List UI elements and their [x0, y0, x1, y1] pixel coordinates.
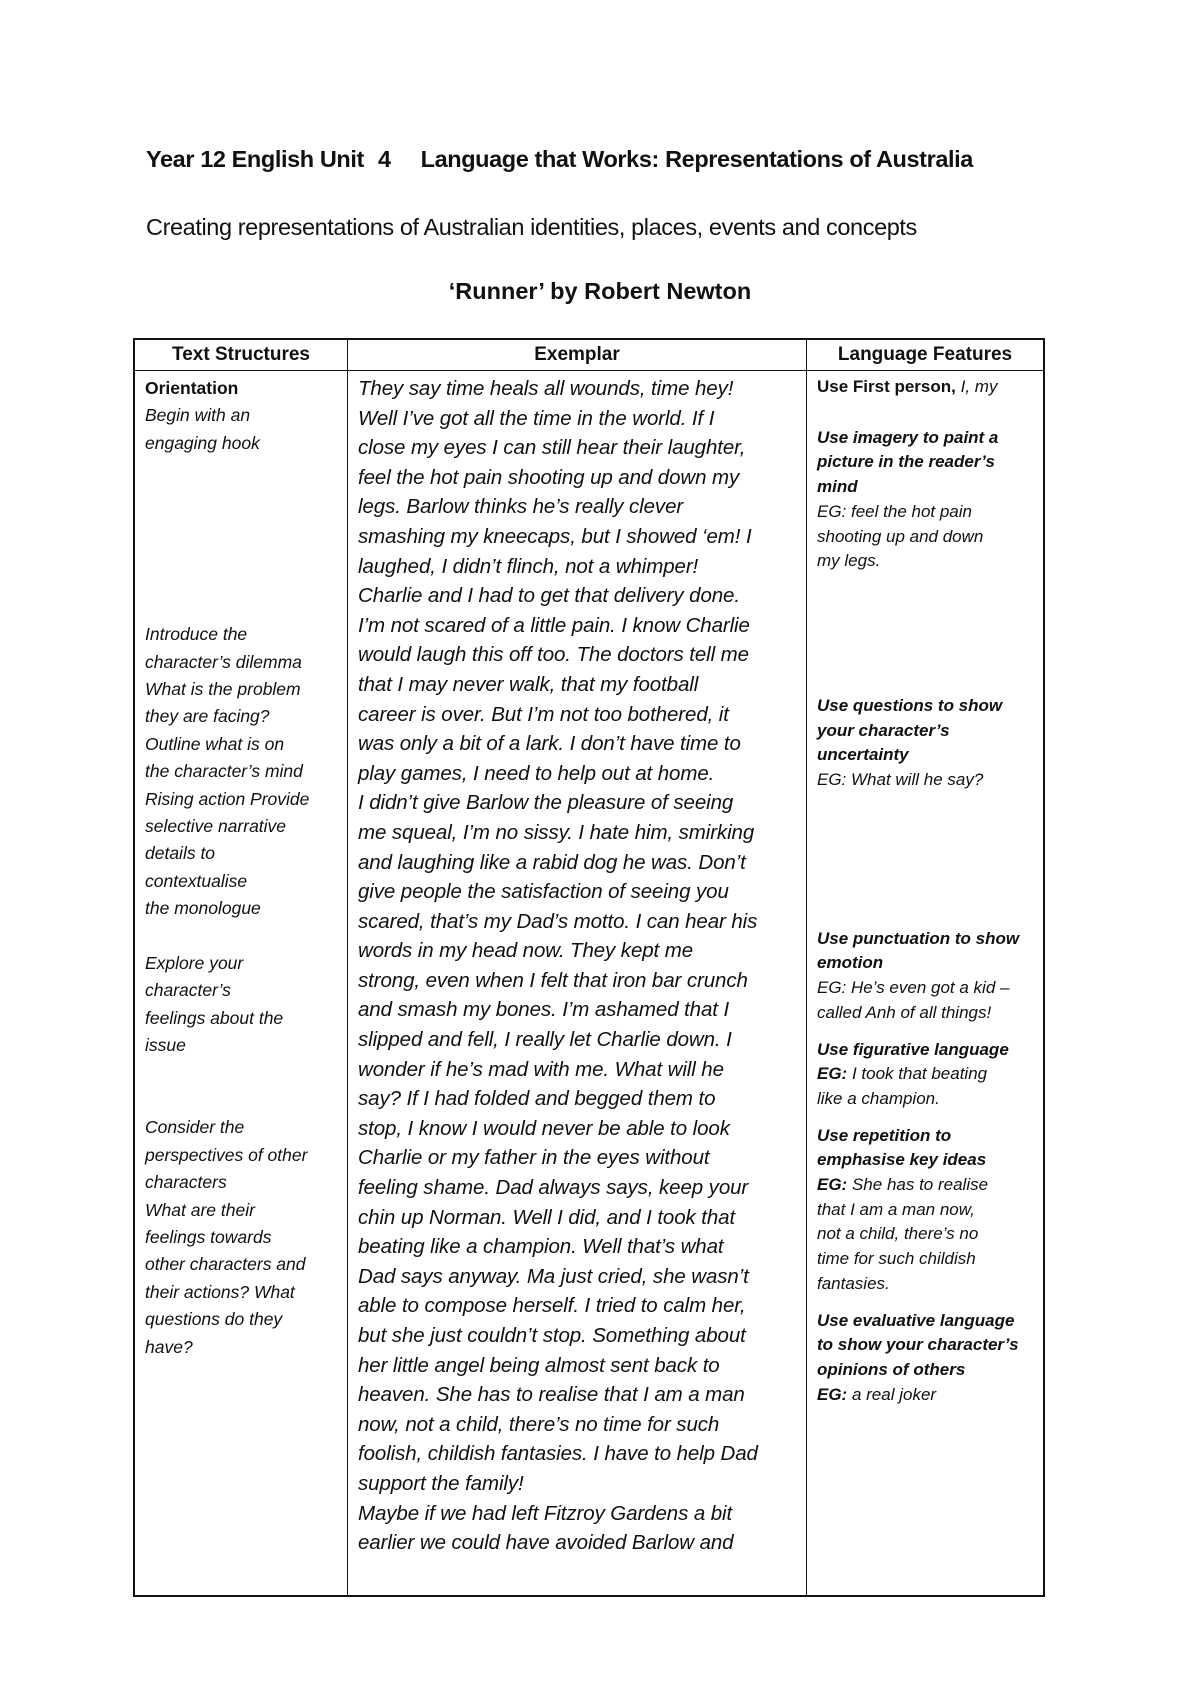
- feature-example: not a child, there’s no: [817, 1224, 979, 1244]
- feature-example: fantasies.: [817, 1273, 890, 1293]
- feature-label: to show your character’s: [817, 1335, 1019, 1355]
- structure-line: selective narrative: [145, 816, 287, 837]
- monologue-table: [133, 338, 1045, 1597]
- structure-line: What are their: [145, 1199, 255, 1220]
- title-unit-number: 4: [377, 146, 391, 172]
- exemplar-line: able to compose herself. I tried to calm her,: [358, 1294, 746, 1318]
- structure-line: issue: [145, 1034, 186, 1055]
- exemplar-line: me squeal, I’m no sissy. I hate him, smirking: [358, 820, 755, 844]
- feature-label: Use figurative language: [817, 1039, 1009, 1059]
- exemplar-line: Maybe if we had left Fitzroy Gardens a bit: [358, 1501, 733, 1525]
- exemplar-line: but she just couldn’t stop. Something about: [358, 1324, 746, 1347]
- exemplar-line: now, not a child, there’s no time for such: [358, 1412, 720, 1436]
- feature-label: picture in the reader’s: [817, 452, 995, 472]
- feature-example: a real joker: [851, 1384, 937, 1404]
- feature-example: She has to realise: [851, 1175, 989, 1195]
- feature-label: mind: [817, 477, 858, 497]
- structure-line: feelings towards: [145, 1226, 272, 1247]
- structure-line: Rising action Provide: [145, 788, 310, 809]
- feature-example: shooting up and down: [817, 526, 984, 546]
- exemplar-line: beating like a champion. Well that’s what: [358, 1235, 724, 1259]
- feature-label: Use evaluative language: [817, 1310, 1015, 1330]
- exemplar-line: Dad says anyway. Ma just cried, she wasn’t: [358, 1264, 749, 1288]
- exemplar-line: feeling shame. Dad always says, keep your: [358, 1176, 749, 1200]
- document-title: [146, 146, 973, 173]
- language-features-cell: [807, 371, 1045, 1597]
- exemplar-line: career is over. But I’m not too bothered, it: [358, 702, 729, 726]
- exemplar-line: was only a bit of a lark. I don’t have time to: [358, 732, 741, 756]
- feature-label: emotion: [817, 953, 884, 973]
- structure-line: engaging hook: [145, 432, 260, 453]
- structure-line: contextualise: [145, 870, 248, 891]
- structure-line: Explore your: [145, 952, 244, 973]
- feature-label: your character’s: [817, 720, 950, 740]
- feature-example: called Anh of all things!: [817, 1002, 992, 1022]
- feature-label: Use repetition to: [817, 1125, 952, 1145]
- exemplar-line: I didn’t give Barlow the pleasure of seeing: [358, 791, 734, 815]
- feature-example: like a champion.: [817, 1088, 940, 1108]
- title-unit: Year 12 English Unit: [146, 146, 364, 172]
- exemplar-line: smashing my kneecaps, but I showed ‘em! I: [358, 524, 752, 548]
- exemplar-line: heaven. She has to realise that I am a man: [358, 1383, 745, 1407]
- exemplar-line: that I may never walk, that my football: [358, 672, 699, 696]
- structure-line: have?: [145, 1336, 193, 1357]
- structure-line: feelings about the: [145, 1007, 284, 1028]
- feature-label: emphasise key ideas: [817, 1150, 987, 1170]
- feature-label: Use imagery to paint a: [817, 427, 999, 447]
- structure-line: character’s: [145, 980, 231, 1001]
- feature-label: Use questions to show: [817, 695, 1003, 715]
- exemplar-line: They say time heals all wounds, time hey!: [358, 377, 734, 400]
- feature-label: Use First person,: [817, 377, 956, 396]
- orientation-heading: Orientation: [145, 378, 239, 398]
- structure-line: Consider the: [145, 1117, 245, 1138]
- exemplar-line: feel the hot pain shooting up and down my: [358, 465, 740, 489]
- structure-line: the monologue: [145, 898, 261, 919]
- first-person-feature: [817, 375, 1037, 400]
- exemplar-line: Well I’ve got all the time in the world. If I: [358, 406, 715, 430]
- structure-line: perspectives of other: [145, 1144, 308, 1165]
- header-exemplar: Exemplar: [348, 339, 807, 371]
- structure-line: other characters and: [145, 1254, 306, 1275]
- structure-line: Introduce the: [145, 624, 248, 645]
- exemplar-line: laughed, I didn’t flinch, not a whimper!: [358, 554, 699, 578]
- exemplar-line: play games, I need to help out at home.: [358, 761, 715, 785]
- structure-line: questions do they: [145, 1309, 283, 1330]
- exemplar-line: give people the satisfaction of seeing you: [358, 880, 729, 904]
- feature-example: I took that beating: [851, 1064, 988, 1084]
- feature-label: Use punctuation to show: [817, 928, 1020, 948]
- exemplar-line: chin up Norman. Well I did, and I took that: [358, 1205, 736, 1229]
- structure-line: they are facing?: [145, 706, 270, 727]
- feature-example-prefix: EG:: [817, 1384, 848, 1404]
- exemplar-line: strong, even when I felt that iron bar crunch: [358, 968, 748, 992]
- exemplar-line: would laugh this off too. The doctors tell me: [358, 643, 749, 667]
- exemplar-line: slipped and fell, I really let Charlie down. I: [358, 1028, 732, 1052]
- exemplar-line: close my eyes I can still hear their laughter,: [358, 436, 746, 460]
- feature-example: EG: feel the hot pain: [817, 501, 972, 521]
- exemplar-line: foolish, childish fantasies. I have to help Dad: [358, 1442, 758, 1466]
- feature-example-prefix: EG:: [817, 1175, 848, 1195]
- exemplar-line: stop, I know I would never be able to look: [358, 1116, 730, 1140]
- header-text-structures: Text Structures: [134, 339, 348, 371]
- table-header-row: [134, 339, 1044, 371]
- feature-example: EG: What will he say?: [817, 770, 984, 790]
- table-row: [134, 371, 1044, 1597]
- feature-example: my legs.: [817, 551, 881, 571]
- exemplar-line: say? If I had folded and begged them to: [358, 1087, 716, 1111]
- exemplar-text: [348, 371, 806, 1558]
- structure-line: their actions? What: [145, 1281, 295, 1302]
- document-subtitle: Creating representations of Australian identities, places, events and concepts: [146, 214, 917, 240]
- structure-line: Outline what is on: [145, 733, 285, 754]
- exemplar-line: legs. Barlow thinks he’s really clever: [358, 495, 684, 519]
- feature-example-prefix: EG:: [817, 1064, 848, 1084]
- structure-line: the character’s mind: [145, 761, 303, 782]
- exemplar-line: and laughing like a rabid dog he was. Don’t: [358, 850, 746, 874]
- feature-example: EG: He’s even got a kid –: [817, 978, 1010, 998]
- exemplar-line: words in my head now. They kept me: [358, 939, 694, 963]
- feature-example: time for such childish: [817, 1249, 976, 1269]
- structure-line: Begin with an: [145, 405, 251, 426]
- header-language-features: Language Features: [807, 339, 1045, 371]
- book-title: ‘Runner’ by Robert Newton: [448, 278, 752, 304]
- exemplar-cell: [348, 371, 807, 1597]
- exemplar-line: and smash my bones. I’m ashamed that I: [358, 998, 730, 1022]
- exemplar-line: support the family!: [358, 1471, 524, 1495]
- exemplar-line: scared, that’s my Dad’s motto. I can hear his: [358, 909, 758, 933]
- exemplar-line: wonder if he’s mad with me. What will he: [358, 1057, 724, 1081]
- exemplar-line: her little angel being almost sent back to: [358, 1353, 720, 1377]
- feature-example: that I am a man now,: [817, 1199, 975, 1219]
- exemplar-line: Charlie and I had to get that delivery done.: [358, 584, 740, 608]
- structure-line: characters: [145, 1172, 227, 1193]
- exemplar-line: Charlie or my father in the eyes without: [358, 1146, 710, 1170]
- feature-example: I, my: [960, 377, 998, 396]
- exemplar-line: earlier we could have avoided Barlow and: [358, 1531, 734, 1555]
- structure-line: What is the problem: [145, 679, 301, 700]
- structure-line: details to: [145, 843, 216, 864]
- text-structures-cell: [134, 371, 348, 1597]
- structure-line: character’s dilemma: [145, 651, 302, 672]
- title-topic: Language that Works: Representations of Australia: [420, 146, 973, 172]
- feature-label: opinions of others: [817, 1359, 966, 1379]
- exemplar-line: I’m not scared of a little pain. I know Charlie: [358, 613, 750, 637]
- feature-label: uncertainty: [817, 745, 909, 765]
